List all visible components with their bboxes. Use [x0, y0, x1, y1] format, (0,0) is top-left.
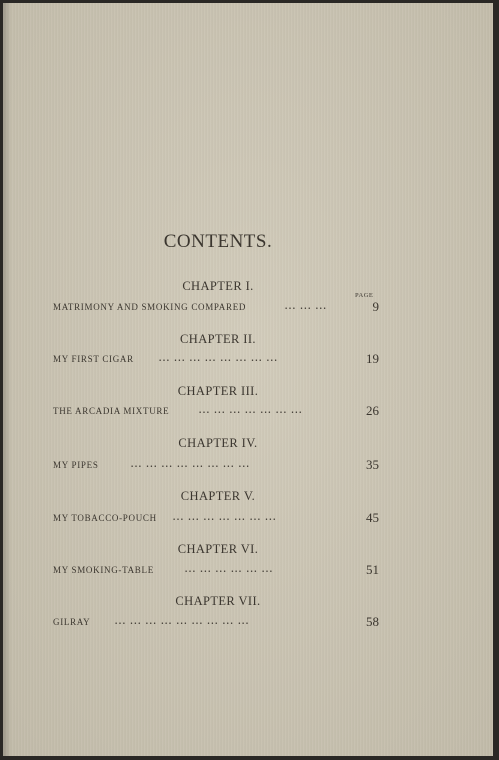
toc-entry-title[interactable]: MY SMOKING-TABLE	[53, 565, 154, 575]
contents-title: CONTENTS.	[163, 231, 273, 252]
toc-entry-3[interactable]	[53, 403, 379, 420]
chapter-heading-1: CHAPTER I.	[182, 279, 254, 293]
chapter-heading-6: CHAPTER VI.	[177, 542, 259, 556]
toc-entry-title[interactable]: MY FIRST CIGAR	[53, 354, 134, 364]
chapter-heading-7: CHAPTER VII.	[175, 594, 261, 608]
page-column-label: PAGE	[355, 292, 374, 299]
toc-entry-page: 19	[366, 351, 379, 366]
toc-entry-title[interactable]: GILRAY	[53, 617, 91, 627]
chapter-heading-5: CHAPTER V.	[180, 489, 256, 503]
toc-entry-page: 35	[366, 457, 379, 472]
toc-entry-4[interactable]	[53, 457, 379, 474]
page-spine-shadow	[3, 3, 11, 756]
toc-entry-page: 26	[366, 403, 379, 418]
dot-leader: ... ... ... ... ... ...	[185, 564, 274, 574]
toc-entry-5[interactable]	[53, 510, 379, 527]
toc-entry-2[interactable]	[53, 351, 379, 368]
toc-entry-title[interactable]: THE ARCADIA MIXTURE	[53, 406, 170, 416]
chapter-heading-4: CHAPTER IV.	[178, 436, 258, 450]
toc-entry-page: 51	[366, 562, 379, 577]
toc-entry-title[interactable]: MATRIMONY AND SMOKING COMPARED	[53, 302, 247, 312]
dot-leader: ... ... ... ... ... ... ... ...	[159, 353, 279, 363]
dot-leader: ... ... ... ... ... ... ...	[199, 405, 303, 415]
toc-entry-6[interactable]	[53, 562, 379, 579]
toc-entry-page: 58	[366, 614, 379, 629]
chapter-heading-3: CHAPTER III.	[177, 384, 259, 398]
book-page	[3, 3, 493, 756]
toc-entry-1[interactable]	[53, 299, 379, 316]
chapter-heading-2: CHAPTER II.	[180, 332, 256, 346]
dot-leader: ... ... ... ... ... ... ... ... ...	[115, 616, 250, 626]
toc-entry-title[interactable]: MY TOBACCO-POUCH	[53, 513, 157, 523]
toc-entry-title[interactable]: MY PIPES	[53, 460, 99, 470]
toc-entry-7[interactable]	[53, 614, 379, 631]
dot-leader: ... ... ... ... ... ... ...	[173, 512, 277, 522]
toc-entry-page: 9	[372, 299, 379, 314]
dot-leader: ... ... ...	[285, 301, 328, 311]
toc-entry-page: 45	[366, 510, 379, 525]
dot-leader: ... ... ... ... ... ... ... ...	[131, 459, 251, 469]
